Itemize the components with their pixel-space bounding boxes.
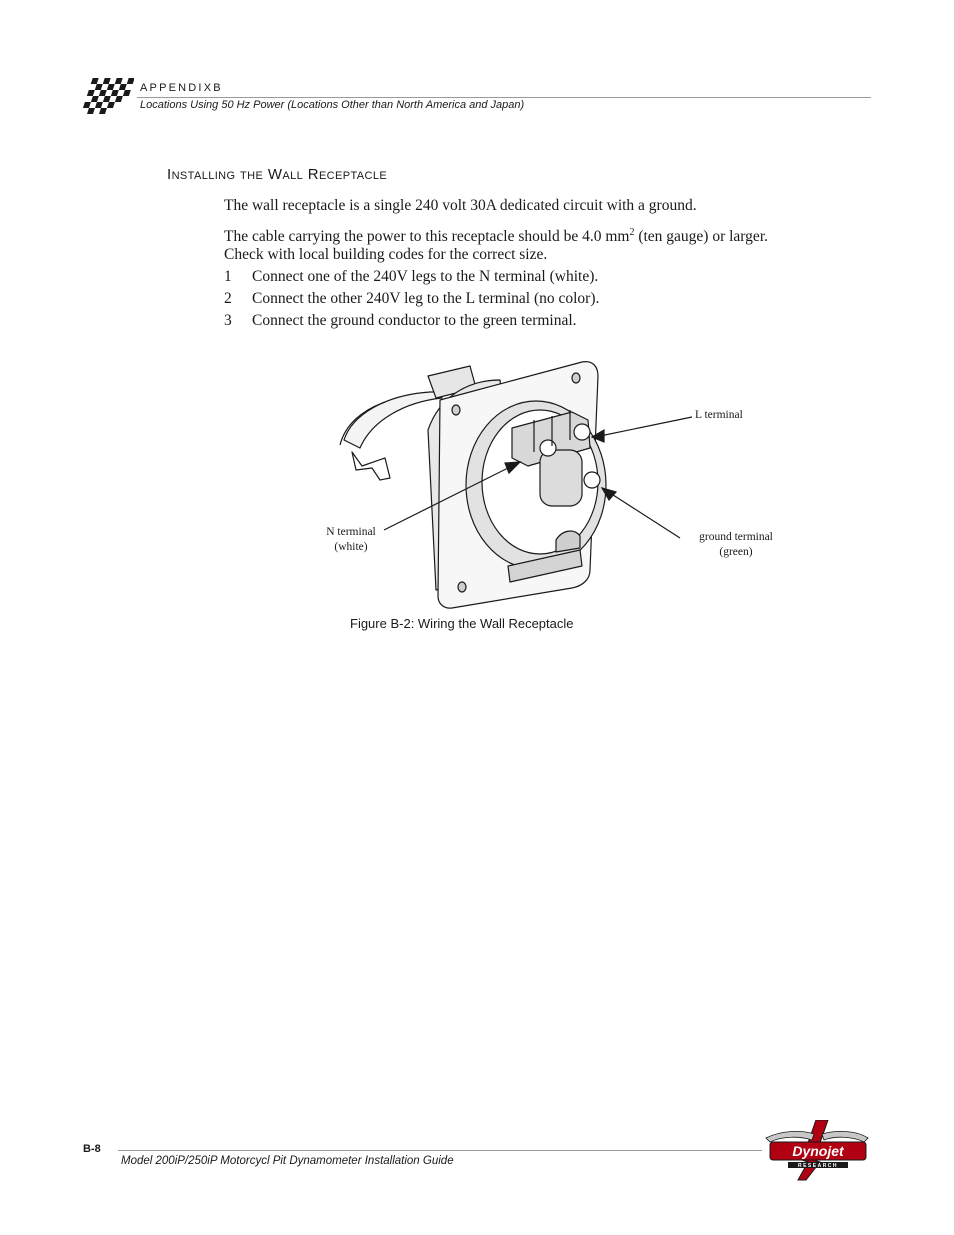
n-terminal-arrowhead xyxy=(505,462,520,473)
logo-text: Dynojet xyxy=(792,1143,844,1159)
l-terminal-label: L terminal xyxy=(695,409,743,421)
paragraph-cable-size xyxy=(224,224,794,264)
ground-terminal-arrowhead xyxy=(602,488,616,500)
n-terminal-label-line1: N terminal xyxy=(326,526,376,538)
n-terminal-label-line2: (white) xyxy=(334,541,368,553)
step-text: Connect the other 240V leg to the L terminal (no color). xyxy=(252,290,600,307)
step-number: 2 xyxy=(224,290,232,307)
n-terminal-leader xyxy=(384,466,512,530)
section-heading: Installing the Wall Receptacle xyxy=(167,166,388,183)
appendix-title: APPENDIXB xyxy=(140,82,223,94)
step-number: 3 xyxy=(224,312,232,329)
footer-divider xyxy=(118,1150,762,1151)
cable-size-text-end: (ten gauge) or larger. Check with local building codes for the correct size. xyxy=(224,228,768,263)
step-number: 1 xyxy=(224,268,232,285)
l-terminal-arrowhead xyxy=(592,430,604,442)
ground-terminal-leader xyxy=(610,493,680,538)
appendix-subtitle: Locations Using 50 Hz Power (Locations Other than North America and Japan) xyxy=(140,99,525,111)
guide-title: Model 200iP/250iP Motorcycl Pit Dynamometer Installation Guide xyxy=(121,1155,454,1167)
ground-terminal-label xyxy=(686,530,786,560)
dynojet-logo xyxy=(762,1120,872,1182)
ground-terminal-label-line2: (green) xyxy=(719,546,753,558)
step-text: Connect one of the 240V legs to the N terminal (white). xyxy=(252,268,599,285)
paragraph-wall-receptacle: The wall receptacle is a single 240 volt 30A dedicated circuit with a ground. xyxy=(224,197,697,214)
logo-tagline: RESEARCH xyxy=(797,1163,839,1169)
header-divider xyxy=(137,97,871,98)
page-number: B-8 xyxy=(83,1143,101,1155)
n-terminal-label xyxy=(314,525,388,555)
cable-size-text-start: The cable carrying the power to this receptacle should be 4.0 mm xyxy=(224,228,630,245)
ground-terminal-label-line1: ground terminal xyxy=(699,531,773,543)
superscript-2: 2 xyxy=(629,227,635,238)
step-text: Connect the ground conductor to the green terminal. xyxy=(252,312,577,329)
l-terminal-leader xyxy=(600,417,692,436)
checkered-flag-icon xyxy=(78,74,134,120)
figure-caption: Figure B-2: Wiring the Wall Receptacle xyxy=(350,616,574,631)
